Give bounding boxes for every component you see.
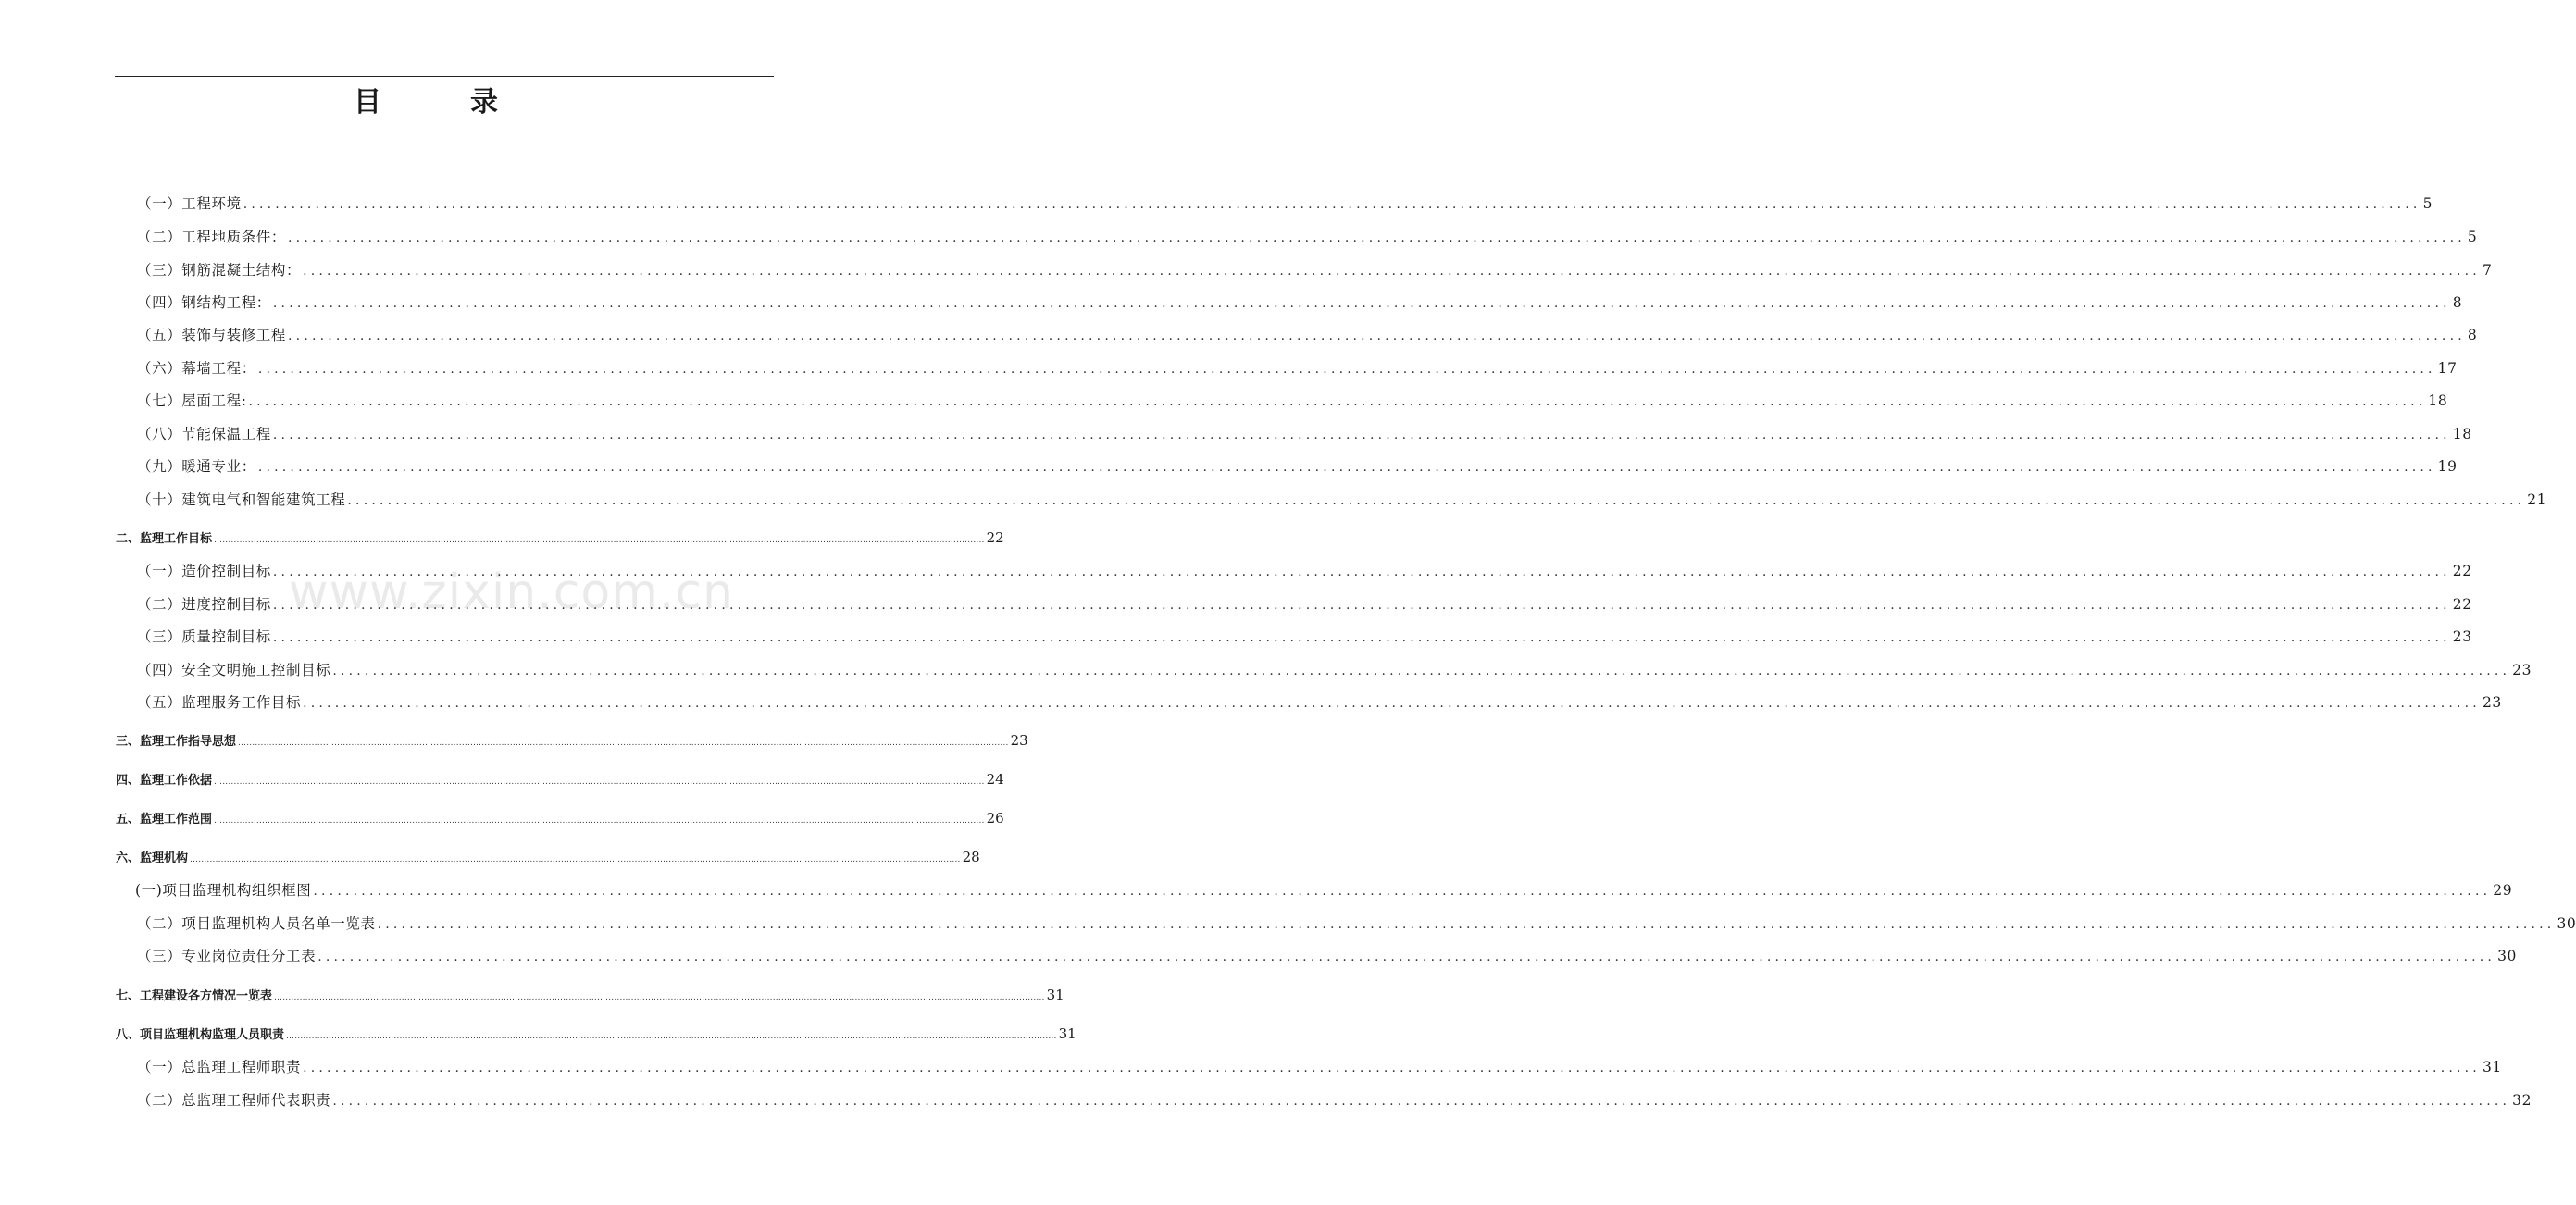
toc-section-label: 八、项目监理机构监理人员职责 (116, 1028, 285, 1042)
toc-entry-page: 23 (2452, 628, 2472, 645)
toc-leader-dots: ................................................................................................................................................................................................................................................................................ (347, 493, 2526, 508)
toc-leader-dots: ................................................................................................................................................................................................................................................................................ (190, 855, 961, 864)
toc-entry-page: 22 (2452, 596, 2472, 613)
toc-entry-page: 5 (2422, 195, 2433, 212)
toc-entry[interactable] (137, 292, 2463, 313)
toc-leader-dots: ................................................................................................................................................................................................................................................................................ (272, 565, 2451, 579)
toc-entry[interactable] (137, 1057, 2502, 1077)
toc-entry[interactable] (137, 391, 2448, 411)
toc-entry-page: 32 (2512, 1092, 2532, 1109)
toc-section-label: 四、监理工作依据 (116, 774, 213, 788)
toc-entry-label: （二）项目监理机构人员名单一览表 (137, 915, 376, 932)
toc-entry-page: 18 (2428, 392, 2448, 409)
toc-entry[interactable] (137, 946, 2517, 966)
toc-section-page: 24 (986, 771, 1004, 788)
toc-entry-page: 23 (2482, 694, 2502, 711)
toc-leader-dots: ................................................................................................................................................................................................................................................................................ (248, 394, 2427, 409)
toc-entry-label: （三）专业岗位责任分工表 (137, 948, 317, 964)
toc-leader-dots: ................................................................................................................................................................................................................................................................................ (303, 264, 2481, 279)
toc-entry-label: （八）节能保温工程 (137, 426, 271, 442)
toc-section-entry[interactable] (116, 848, 980, 866)
toc-entry-label: （五）装饰与装修工程 (137, 327, 287, 343)
toc-section-entry[interactable] (116, 731, 1028, 750)
toc-leader-dots: ................................................................................................................................................................................................................................................................................ (243, 197, 2421, 212)
toc-entry-label: (一)项目监理机构组织框图 (135, 882, 312, 899)
toc-entry[interactable] (137, 424, 2472, 444)
toc-entry-label: （二）进度控制目标 (137, 596, 271, 613)
toc-entry[interactable] (137, 358, 2458, 379)
toc-section-entry[interactable] (116, 1025, 1076, 1043)
toc-leader-dots: ................................................................................................................................................................................................................................................................................ (313, 884, 2492, 899)
toc-entry-page: 29 (2493, 882, 2513, 899)
toc-entry-label: （六）幕墙工程： (137, 360, 256, 377)
toc-entry[interactable] (137, 1090, 2532, 1111)
toc-entry-page: 8 (2467, 327, 2478, 343)
toc-section-entry[interactable] (116, 528, 1004, 547)
header-rule (115, 76, 774, 77)
toc-entry-label: （九）暖通专业： (137, 458, 256, 475)
toc-leader-dots: ................................................................................................................................................................................................................................................................................ (238, 739, 1009, 748)
toc-section-page: 31 (1058, 1025, 1076, 1042)
toc-section-label: 六、监理机构 (116, 851, 189, 865)
toc-entry[interactable] (137, 660, 2532, 680)
watermark: www.zixin.com.cn (289, 565, 734, 620)
toc-section-page: 22 (986, 529, 1004, 546)
toc-entry[interactable] (137, 490, 2547, 510)
toc-entry[interactable] (137, 692, 2502, 713)
toc-section-entry[interactable] (116, 986, 1064, 1004)
toc-entry-page: 8 (2452, 294, 2463, 311)
toc-leader-dots: ................................................................................................................................................................................................................................................................................ (257, 460, 2436, 475)
toc-leader-dots: ................................................................................................................................................................................................................................................................................ (274, 993, 1045, 1002)
toc-leader-dots: ................................................................................................................................................................................................................................................................................ (377, 917, 2556, 932)
toc-section-label: 三、监理工作指导思想 (116, 735, 237, 749)
toc-entry[interactable] (137, 227, 2478, 247)
toc-entry-label: （四）钢结构工程： (137, 294, 271, 311)
toc-section-page: 23 (1010, 732, 1028, 749)
toc-entry-page: 30 (2557, 915, 2576, 932)
toc-leader-dots: ................................................................................................................................................................................................................................................................................ (272, 428, 2451, 442)
toc-entry[interactable] (135, 880, 2513, 901)
toc-leader-dots: ................................................................................................................................................................................................................................................................................ (272, 598, 2451, 613)
toc-entry-label: （一）工程环境 (137, 195, 242, 212)
toc-section-entry[interactable] (116, 770, 1004, 789)
toc-section-label: 五、监理工作范围 (116, 813, 213, 826)
toc-entry-label: （一）造价控制目标 (137, 563, 271, 579)
toc-entry-label: （二）总监理工程师代表职责 (137, 1092, 331, 1109)
toc-entry[interactable] (137, 913, 2576, 934)
toc-entry-label: （二）工程地质条件： (137, 229, 287, 245)
toc-leader-dots: ................................................................................................................................................................................................................................................................................ (272, 296, 2451, 311)
toc-section-entry[interactable] (116, 809, 1004, 827)
toc-entry-label: （五）监理服务工作目标 (137, 694, 302, 711)
toc-entry-page: 5 (2467, 229, 2478, 245)
toc-entry-page: 31 (2482, 1059, 2502, 1075)
toc-entry[interactable] (137, 627, 2472, 647)
toc-entry-label: （三）质量控制目标 (137, 628, 271, 645)
toc-entry[interactable] (137, 193, 2433, 214)
toc-leader-dots: ................................................................................................................................................................................................................................................................................ (286, 1032, 1057, 1041)
toc-leader-dots: ................................................................................................................................................................................................................................................................................ (214, 816, 985, 826)
toc-entry-label: （十）建筑电气和智能建筑工程 (137, 491, 346, 508)
toc-entry[interactable] (137, 594, 2472, 615)
toc-entry-page: 30 (2497, 948, 2517, 964)
toc-leader-dots: ................................................................................................................................................................................................................................................................................ (332, 664, 2511, 678)
toc-entry-page: 23 (2512, 662, 2532, 678)
page-title-char-1: 目 (354, 86, 381, 118)
toc-entry-label: （七）屋面工程: (137, 392, 247, 409)
toc-entry[interactable] (137, 260, 2493, 280)
toc-entry-page: 17 (2437, 360, 2458, 377)
toc-entry-page: 18 (2452, 426, 2472, 442)
toc-entry-page: 7 (2482, 262, 2493, 279)
toc-entry[interactable] (137, 456, 2458, 477)
toc-entry[interactable] (137, 561, 2472, 581)
toc-section-page: 31 (1046, 987, 1064, 1003)
toc-entry-page: 21 (2527, 491, 2547, 508)
toc-leader-dots: ................................................................................................................................................................................................................................................................................ (257, 362, 2436, 377)
toc-leader-dots: ................................................................................................................................................................................................................................................................................ (332, 1094, 2511, 1109)
toc-entry-label: （四）安全文明施工控制目标 (137, 662, 331, 678)
toc-section-page: 28 (962, 849, 980, 865)
toc-section-label: 二、监理工作目标 (116, 532, 213, 546)
toc-entry-label: （一）总监理工程师职责 (137, 1059, 302, 1075)
toc-leader-dots: ................................................................................................................................................................................................................................................................................ (288, 230, 2466, 245)
toc-leader-dots: ................................................................................................................................................................................................................................................................................ (303, 696, 2481, 711)
toc-leader-dots: ................................................................................................................................................................................................................................................................................ (214, 777, 985, 787)
toc-leader-dots: ................................................................................................................................................................................................................................................................................ (214, 536, 985, 545)
toc-section-label: 七、工程建设各方情况一览表 (116, 989, 273, 1003)
page-title (0, 81, 852, 124)
toc-leader-dots: ................................................................................................................................................................................................................................................................................ (288, 329, 2466, 343)
toc-leader-dots: ................................................................................................................................................................................................................................................................................ (272, 630, 2451, 645)
toc-leader-dots: ................................................................................................................................................................................................................................................................................ (303, 1061, 2481, 1075)
toc-section-page: 26 (986, 810, 1004, 826)
toc-entry-label: （三）钢筋混凝土结构： (137, 262, 302, 279)
toc-entry-page: 22 (2452, 563, 2472, 579)
page-title-char-2: 录 (470, 86, 498, 118)
toc-entry[interactable] (137, 325, 2478, 345)
toc-entry-page: 19 (2437, 458, 2458, 475)
toc-leader-dots: ................................................................................................................................................................................................................................................................................ (317, 950, 2496, 964)
